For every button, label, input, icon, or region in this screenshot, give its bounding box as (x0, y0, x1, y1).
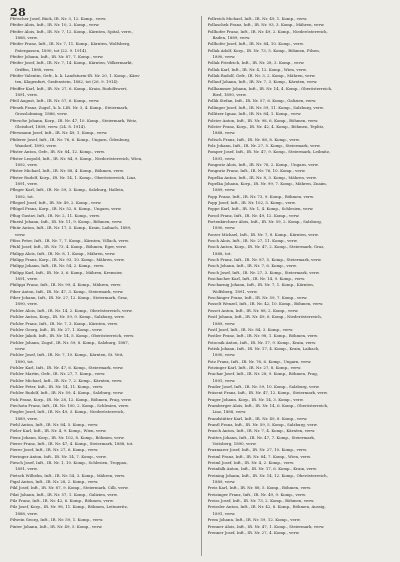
list-entry: Preinfalk Anton, Inft., IR. Nr. 17, 6. Komp., Krain, verw. (207, 466, 318, 472)
list-entry: Posch Johann, Inft., IR. Nr. 7, 6. Komp., verw. (207, 263, 297, 269)
list-entry: Pfleger Karl, Inft., IR. Nr. 59, 3. Komp., Salzburg, Hallein, (10, 187, 125, 193)
list-entry: Prenner Josef, Inft., IR. Nr. 27, 4. Komp., verw. (207, 529, 300, 535)
list-entry: Pichler Georg, Inft., IR. Nr. 27, 1. Komp., verw. (10, 326, 103, 332)
list-entry: Posselt Wenzel, Inft., IR. Nr. 42, 10. Komp., Böhmen, verw. (207, 301, 324, 307)
list-entry: Prachar Josef, Inft., IR. Nr. 28, 9. Komp., Böhmen, Prag, (207, 371, 318, 377)
list-entry: Pick Franz, Korp., IR. Nr. 28, 12. Komp., Böhmen, Prag, verw. (10, 396, 132, 402)
list-entry: Pikl Josef, Inft., IR. Nr. 87, 9. Komp., Steiermark, Cilli, verw. (10, 485, 129, 491)
list-entry: Prantl Franz, Inft., IR. Nr. 59, 5. Komp., Salzburg, verw. (207, 422, 318, 427)
list-entry-continuation: 1891, verw. (212, 377, 236, 383)
list-entry: Pollhofer Franz, Inft., IR. Nr. 49, 2. Komp., Niederösterreich, (207, 28, 328, 34)
list-entry: Piber Anton, Inft., IR. Nr. 47, 3. Komp., Steiermark, verw. (10, 288, 124, 294)
list-entry: Poschacher Karl, Inft., IR. Nr. 14, 9. Komp., verw. (207, 276, 306, 282)
list-entry: Pollauf Johann, Inft., IR. Nr. 7, 3. Komp., Kärnten, verw. (207, 79, 318, 85)
list-entry-continuation: 1891, verw. (212, 510, 236, 516)
list-entry: Philipp Karl, Inft., IR. Nr. 3, 6. Komp., Mähren, Kremsier, (10, 269, 123, 275)
list-entry: Poscharnig Johann, Inft., IR. Nr. 7, 1. Komp., Kärnten, (207, 282, 314, 288)
list-entry: Portenkirchner Alois, Inft., IR. Nr. 59, 2. Komp., Salzburg, (207, 219, 322, 224)
list-entry-continuation: 1888, verw. (15, 35, 38, 41)
list-entry: Pichler Rudolf, Inft., IR. Nr. 59, 4. Komp., Salzburg, verw. (10, 390, 124, 396)
list-entry-continuation: Griffen, 1888, verw. (15, 66, 55, 72)
list-entry: Pinter Johann, Inft., IR. Nr. 49, 5. Komp., verw. (10, 523, 103, 529)
list-entry: Porzer Michael, Inft., IR. Nr. 7, 8. Komp., Kärnten, verw. (207, 231, 319, 237)
list-entry-continuation: verw. (15, 231, 26, 237)
list-entry: Pfister Rudolf, Korp., IR. Nr. 14, 1. Komp., Oberösterreich, Linz, (10, 174, 137, 180)
list-entry: Pollitzer Ignaz, Inft., IR. Nr. 84, 1. Komp., verw. (207, 111, 302, 117)
list-entry: Pichler Josef, Inft., IR. Nr. 7, 10. Komp., Kärnten, St. Veit, (10, 352, 124, 358)
list-entry: Pichler Martin, Gefr., IR. Nr. 27, 7. Komp., verw. (10, 371, 106, 377)
list-entry: Posset Anton, Inft., IR. Nr. 88, 2. Komp., verw. (207, 307, 299, 313)
list-entry: Pfetscher Josef, Bäck, IR. Nr. 3, 12. Komp., verw. (10, 16, 107, 21)
list-entry: Pollinger Josef, Inft., IR. Nr. 59, 11. Komp., Salzburg, verw. (207, 104, 324, 110)
list-entry-continuation: 1891, verw. (212, 155, 236, 161)
list-entry-continuation: 1892, tot. (15, 193, 35, 199)
list-entry: Pfeifer Franz, Inft., IR. Nr. 7, 11. Komp., Kärnten, Wolfsberg, (10, 41, 131, 47)
list-entry: Präsent Franz, Inft., IR. Nr. 47, 12. Komp., Steiermark, verw. (207, 390, 328, 396)
list-entry: Pollak Friedrich, Inft., IR. Nr. 28, 3. Komp., verw. (207, 60, 305, 66)
list-entry: Polz Johann, Inft., IR. Nr. 27, 5. Komp., Steiermark, verw. (207, 142, 321, 148)
list-entry: Pigal Anton, Inft., IR. Nr. 28, 2. Komp., verw. (10, 479, 99, 485)
list-entry: Pichler Peter, Inft., IR. Nr. 14, 11. Komp., verw. (10, 383, 104, 389)
list-entry: Pichler Johann, Zugsf., IR. Nr. 59, 8. Komp., Salzburg, 1887, (10, 339, 130, 345)
list-entry: Pollik Stefan, Inft., IR. Nr. 57, 6. Komp., Galizien, verw. (207, 98, 317, 104)
list-entry: Prasch Anton, Inft., IR. Nr. 7, 4. Komp., Kärnten, verw. (207, 428, 316, 434)
list-entry: Piechota Franz, Inft., IR. Nr. 100, 2. Komp., Schlesien, verw. (10, 402, 129, 408)
list-entry-continuation: Patergassen, 1890, tot (22. 9. 1914). (15, 47, 88, 53)
list-entry: Philippi Franz, Inft., IR. Nr. 99, 4. Komp., Mähren, verw. (10, 282, 122, 288)
list-entry: Popp Franz, Inft., IR. Nr. 73, 9. Komp., Böhmen, verw. (207, 193, 314, 199)
list-entry: Pfuhl Josef, Inft., IR. Nr. 73, 4. Komp., Böhmen, Eger, verw. (10, 244, 127, 250)
list-entry: Prandstätter Karl, Inft., IR. Nr. 49, 8. Komp., verw. (207, 415, 308, 421)
list-entry: Pflug Gustav, Inft., IR. Nr. 2, 11. Komp., verw. (10, 212, 101, 218)
list-entry-continuation: 1890, verw. (212, 54, 236, 60)
list-entry-continuation: 1890, verw. (212, 225, 236, 231)
list-entry: Pilz Josef, Korp., IR. Nr. 98, 11. Komp., Böhmen, Leitmeritz, (10, 504, 129, 510)
list-entry: Popp Josef, Inft., IR. Nr. 102, 5. Komp., verw. (207, 199, 296, 205)
list-entry: Pollak Karl, Inft., IR. Nr. 4, 12. Komp., Wien, verw. (207, 66, 307, 72)
list-entry: Pramberger Alois, Inft., IR. Nr. 14, 6. Komp., Oberösterreich, (207, 402, 329, 408)
list-entry: Philipp Franz, Korp., IR. Nr. 93, 10. Komp., Mähren, verw. (10, 257, 125, 263)
list-entry: Pfersche Johann, Korp., IR. Nr. 47, 10. Komp., Steiermark, Weiz, (10, 117, 138, 123)
list-entry: Pfneisl Johann, Inft., IR. Nr. 11, 9. Komp., Böhmen, verw. (10, 219, 123, 224)
list-entry-continuation: verw. (15, 345, 26, 351)
list-entry: Pfister Michael, Inft., IR. Nr. 88, 4. Komp., Böhmen, verw. (10, 168, 124, 174)
list-entry: Pfenek Franz, Zugsf., k. k. LIR. Nr. 3, 4. Komp., Steiermark, (10, 104, 129, 110)
list-entry: Pflegerl Josef, Inft., IR. Nr. 49, 2. Komp., verw. (10, 199, 102, 205)
list-entry: Potisk Johann, Inft., IR. Nr. 17, 4. Komp., Krain, Laibach, (207, 345, 320, 351)
list-entry-continuation: Baden, 1889, verw. (212, 35, 251, 41)
list-entry-continuation: Voitsberg, 1890, verw. (212, 441, 257, 447)
list-entry: Porod Franz, Inft., IR. Nr. 49, 12. Komp., verw. (207, 212, 300, 218)
list-entry: Preis Karl, Inft., IR. Nr. 88, 5. Komp., Böhmen, verw. (207, 485, 312, 491)
list-entry: Pfeiffer Karl, Inft., IR. Nr. 27, 6. Komp., Krain, Rudolfswert, (10, 85, 128, 91)
list-entry: Philipp Johann, Inft., IR. Nr. 54, 2. Komp., verw. (10, 263, 105, 269)
list-entry-continuation: 1890, tot. (15, 358, 35, 364)
list-entry: Preissler Anton, Inft., IR. Nr. 42, 8. Komp., Böhmen, Aussig, (207, 504, 326, 510)
list-entry: Prem Johann, Inft., IR. Nr. 59, 12. Komp., verw. (207, 517, 301, 523)
list-entry: Pilat Johann, Inft., IR. Nr. 57, 1. Komp., Galizien, verw. (10, 491, 118, 497)
list-entry-continuation: Ried, 1890, verw. (212, 92, 247, 98)
list-entry: Preiml Josef, Inft., IR. Nr. 4, 2. Komp., verw. (207, 460, 295, 466)
list-entry: Pienz Johann, Korp., IR. Nr. 102, 8. Komp., Böhmen, verw. (10, 434, 125, 440)
list-entry: Pongratz Alois, Inft., IR. Nr. 76, 2. Komp., Ungarn, verw. (207, 161, 319, 167)
left-column (10, 16, 193, 556)
list-entry: Popelka Anton, Inft., IR. Nr. 8, 3. Komp., Mähren, verw. (207, 174, 317, 180)
list-entry: Potocnik Anton, Inft., IR. Nr. 17, 9. Komp., Krain, verw. (207, 339, 317, 345)
list-entry: Pfeifer Alois, Inft., IR. Nr. 10, 2. Komp., verw. (10, 22, 100, 28)
list-entry: Pichler Franz, Inft., IR. Nr. 7, 3. Komp., Kärnten, verw. (10, 320, 118, 326)
list-entry: Poschinger Franz, Inft., IR. Nr. 59, 7. Komp., verw. (207, 295, 308, 301)
page-number: 28 (10, 6, 27, 19)
list-entry: Postl Josef, Inft., IR. Nr. 84, 3. Komp., verw. (207, 326, 294, 332)
list-entry: Posch Alois, Inft., IR. Nr. 27, 11. Komp., verw. (207, 238, 298, 244)
list-entry: Polster Anton, Inft., IR. Nr. 98, 6. Komp., Böhmen, verw. (207, 117, 319, 123)
list-entry: Prader Josef, Inft., IR. Nr. 59, 10. Komp., Salzburg, verw. (207, 383, 320, 389)
list-entry: Philipp Alois, Inft., IR. Nr. 8, 1. Komp., Mähren, verw. (10, 250, 116, 256)
list-entry: Pilwein Georg, Inft., IR. Nr. 59, 1. Komp., verw. (10, 517, 104, 523)
list-entry: Poppe Karl, Inft., IR. Nr. 1, 4. Komp., Schlesien, verw. (207, 206, 314, 212)
list-entry: Piesch Josef, Inft., IR. Nr. 1, 10. Komp., Schlesien, Troppau, (10, 460, 128, 466)
list-entry: Pierer Josef, Inft., IR. Nr. 27, 6. Komp., verw. (10, 447, 99, 453)
list-entry-continuation: Wandorf, 1890, verw. (15, 142, 57, 148)
list-entry: Posch Josef, Inft., IR. Nr. 27, 3. Komp., Steiermark, verw. (207, 269, 320, 275)
list-entry-continuation: 1889, verw. (212, 320, 236, 326)
list-entry: Potz Franz, Inft., IR. Nr. 76, 6. Komp., Ungarn, verw. (207, 358, 312, 364)
list-entry-continuation: 1891, verw. (15, 466, 38, 472)
list-entry: Pollhammer Johann, Inft., IR. Nr. 14, 4. Komp., Oberösterreich, (207, 85, 333, 91)
list-entry: Pfister Leopold, Inft., IR. Nr. 84, 9. Komp., Niederösterreich, Wien, (10, 155, 143, 161)
list-entry: Pfnür Anton, Inft., IR. Nr. 17, 5. Komp., Krain, Laibach, 1889, (10, 225, 132, 231)
list-entry: Pichler Anton, Korp., IR. Nr. 59, 9. Komp., Salzburg, verw. (10, 314, 125, 320)
list-entry-continuation: 1888, tot. (212, 250, 232, 256)
right-column (201, 16, 391, 556)
list-entry-continuation: 1888, verw. (15, 510, 38, 516)
list-entry: Prenner Alois, Inft., IR. Nr. 47, 1. Komp., Steiermark, verw. (207, 523, 325, 529)
list-entry: Piehl Anton, Inft., IR. Nr. 84, 5. Komp., verw. (10, 422, 99, 427)
list-entry-continuation: 1890, verw. (15, 301, 38, 307)
list-entry: Poltsch Franz, Inft., IR. Nr. 88, 8. Komp., verw. (207, 136, 300, 142)
list-entry: Pichler Alois, Inft., IR. Nr. 14, 2. Komp., Oberösterreich, verw. (10, 307, 133, 313)
list-entry: Preisinger Franz, Inft., IR. Nr. 49, 9. Komp., verw. (207, 491, 306, 497)
list-entry-continuation: 1891, verw. (15, 180, 38, 186)
list-entry: Preiml Franz, Inft., IR. Nr. 84, 7. Komp., Wien, verw. (207, 453, 311, 459)
list-entry: Postl Johann, Inft., IR. Nr. 49, 6. Komp., Niederösterreich, (207, 314, 322, 320)
list-entry-continuation: ten, Klagenfurt, Grafenstein, 1882, tot (26. 9. 1914). (15, 79, 119, 85)
list-entry: Pilz Franz, Inft., IR. Nr. 42, 6. Komp., Böhmen, verw. (10, 498, 114, 504)
list-entry: Praxmarer Josef, Inft., IR. Nr. 27, 10. Komp., verw. (207, 447, 308, 453)
list-entry: Pollak Adolf, Korp., IR. Nr. 73, 5. Komp., Böhmen, Pilsen, (207, 47, 321, 53)
list-entry-continuation: Linz, 1888, verw. (212, 409, 247, 415)
list-entry: Pichler Jakob, Inft., IR. Nr. 14, 5. Komp., Oberösterreich, verw. (10, 333, 135, 339)
list-entry: Pichler Michael, Inft., IR. Nr. 7, 2. Komp., Kärnten, verw. (10, 377, 123, 383)
list-entry: Pfersmann Josef, Inft., IR. Nr. 49, 1. Komp., verw. (10, 130, 108, 136)
list-entry-continuation: 1889, verw. (212, 187, 236, 193)
list-entry-continuation: 1888, verw. (212, 130, 236, 136)
list-entry-continuation: Grosslobming, 1886, verw. (15, 111, 68, 117)
list-entry: Popelka Johann, Korp., IR. Nr. 99, 7. Komp., Mähren, Znaim, (207, 180, 327, 186)
list-entry: Posch Franz, Inft., IR. Nr. 87, 5. Komp., Steiermark, verw. (207, 257, 322, 263)
list-entry: Pflügel Franz, Korp., IR. Nr. 52, 8. Komp., Ungarn, verw. (10, 206, 122, 212)
list-entry-continuation: 1889, verw. (15, 415, 38, 421)
list-entry: Piber Johann, Inft., IR. Nr. 27, 12. Komp., Steiermark, Graz, (10, 295, 129, 301)
list-entry: Pollreich Michael, Inft., IR. Nr. 49, 1. Komp., verw. (207, 16, 308, 21)
list-entry: Pieler Karl, Inft., IR. Nr. 4, 9. Komp., Wien, verw. (10, 428, 107, 434)
list-entry-continuation: 1889, verw. (212, 479, 236, 485)
list-entry-continuation: 1891, verw. (15, 92, 38, 98)
list-entry: Pfeifer Josef, Inft., IR. Nr. 7, 14. Komp., Kärnten, Völkermarkt, (10, 60, 133, 66)
list-entry-continuation: 1891, verw. (15, 276, 38, 282)
list-entry: Preining Johann, Inft., IR. Nr. 14, 12. Komp., Oberösterreich, (207, 472, 328, 478)
list-entry: Pollak Rudolf, Gefr., IR. Nr. 3, 2. Komp., Mähren, verw. (207, 73, 316, 79)
list-entry: Piegler Josef, Inft., IR. Nr. 49, 3. Komp., Niederösterreich, (10, 409, 125, 415)
list-entry: Pfeifer Valentin, Gefr., k. k. Landsturm-IR. Nr. 20, 1. Komp., Kärn- (10, 73, 141, 79)
list-entry: Prattes Johann, Inft., IR. Nr. 47, 7. Komp., Steiermark, (207, 434, 315, 440)
list-entry: Pongratz Franz, Inft., IR. Nr. 76, 10. Komp., verw. (207, 168, 306, 174)
list-entry-continuation: 1892, verw. (15, 161, 38, 167)
list-entry-continuation: Wolfsberg, 1891, verw. (212, 288, 258, 294)
list-entry: Polster Franz, Korp., IR. Nr. 42, 4. Komp., Böhmen, Teplitz, (207, 123, 325, 129)
list-entry: Pietsch Wilhelm, Inft., IR. Nr. 54, 3. Komp., Mähren, verw. (10, 472, 126, 478)
list-entry: Pföss Peter, Inft., IR. Nr. 7, 7. Komp., Kärnten, Villach, verw. (10, 238, 129, 244)
list-entry: Pollaschek Franz, Inft., IR. Nr. 93, 3. Komp., Mähren, verw. (207, 22, 325, 28)
list-entry: Pfeil August, Inft., IR. Nr. 57, 6. Komp., verw. (10, 98, 100, 104)
list-entry: Potzinger Karl, Inft., IR. Nr. 27, 8. Komp., verw. (207, 364, 302, 370)
list-entry-continuation: Gleisdorf, 1889, verw. (24. 8. 1914). (15, 123, 86, 129)
list-entry: Preiss Josef, Inft., IR. Nr. 73, 2. Komp., Böhmen, verw. (207, 498, 315, 504)
list-entry: Pierer Franz, Inft., IR. Nr. 47, 4. Komp., Steiermark, 1888, tot. (10, 441, 134, 447)
list-entry: Pfister Anton, Gefr., IR. Nr. 84, 12. Komp., verw. (10, 149, 105, 155)
list-entry: Pfeifer Johann, Inft., IR. Nr. 87, 7. Komp., verw. (10, 54, 104, 60)
list-entry: Pomper Josef, Inft., IR. Nr. 47, 9. Komp., Steiermark, Leibnitz, (207, 149, 331, 155)
list-entry: Pfeifer Alois, Inft., IR. Nr. 7, 12. Komp., Kärnten, Spital, verw., (10, 28, 134, 34)
list-entry: Postler Franz, Inft., IR. Nr. 98, 1. Komp., Böhmen, verw. (207, 333, 318, 339)
list-entry-continuation: 1890, verw. (212, 352, 236, 358)
columns (10, 16, 390, 556)
list-entry: Posch Anton, Korp., IR. Nr. 47, 2. Komp., Steiermark, Graz, (207, 244, 325, 250)
list-entry: Prager Johann, Korp., IR. Nr. 14, 3. Komp., verw. (207, 396, 304, 402)
list-entry: Pfiderer Josef, Inft., IR. Nr. 76, 6. Komp., Ungarn, Ödenburg, (10, 136, 131, 142)
list-entry: Pollhofer Josef, Inft., IR. Nr. 84, 10. Komp., verw. (207, 41, 304, 47)
list-entry: Pieringer Anton, Inft., IR. Nr. 14, 7. Komp., verw. (10, 453, 107, 459)
list-entry: Pichler Karl, Inft., IR. Nr. 47, 6. Komp., Steiermark, verw. (10, 364, 124, 370)
